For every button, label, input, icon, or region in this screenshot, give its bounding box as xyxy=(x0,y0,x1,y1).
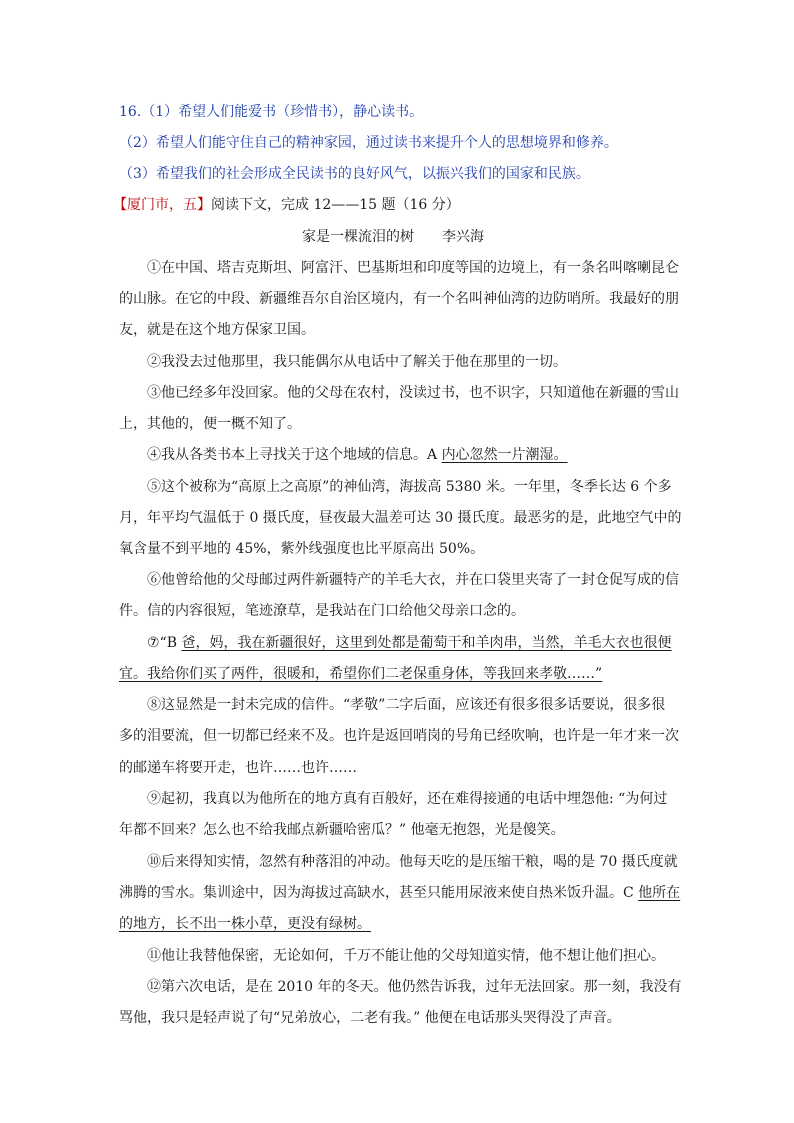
paragraph-5-line-1: ⑤这个被称为“高原上之高原”的神仙湾，海拔高 5380 米。一年里，冬季长达 6 个多 xyxy=(147,479,672,495)
paragraph-2-line-1: ②我没去过他那里，我只能偶尔从电话中了解关于他在那里的一切。 xyxy=(147,354,567,370)
question-source: 【厦门市，五】 xyxy=(113,197,211,213)
underlined-sentence-a: 内心忽然一片潮湿。 xyxy=(441,447,568,463)
answer-line-3: （3）希望我们的社会形成全民读书的良好风气，以振兴我们的国家和民族。 xyxy=(119,166,590,182)
paragraph-12-line-2: 骂他，我只是轻声说了句“兄弟放心，二老有我。” 他便在电话那头哭得没了声音。 xyxy=(119,1010,621,1026)
underlined-sentence-b-part-2: 宜。我给你们买了两件，很暖和，希望你们二老保重身体，等我回来孝敬……” xyxy=(119,666,603,682)
paragraph-4-line-1 xyxy=(147,445,568,465)
paragraph-10-line-3 xyxy=(119,914,371,934)
article-title: 家是一棵流泪的树 xyxy=(302,229,414,245)
paragraph-7-text: ⑦“B xyxy=(147,635,182,651)
paragraph-5-line-3: 氧含量不到平地的 45%，紫外线强度也比平原高出 50%。 xyxy=(119,541,485,557)
paragraph-10-line-2 xyxy=(119,883,680,903)
underlined-sentence-c-part-1: 他所在 xyxy=(638,885,681,901)
paragraph-8-line-3: 的邮递车将要开走，也许……也许…… xyxy=(119,760,357,776)
article-author: 李兴海 xyxy=(442,229,484,245)
paragraph-1-line-2: 的山脉。在它的中段、新疆维吾尔自治区境内，有一个名叫神仙湾的边防哨所。我最好的朋 xyxy=(119,291,679,307)
paragraph-12-line-1: ⑫第六次电话，是在 2010 年的冬天。他仍然告诉我，过年无法回家。那一刻，我没有 xyxy=(147,979,682,995)
underlined-sentence-c-part-2: 的地方，长不出一株小草，更没有绿树。 xyxy=(119,916,371,932)
paragraph-8-line-1: ⑧这显然是一封未完成的信件。“孝敬”二字后面，应该还有很多很多话要说，很多很 xyxy=(147,697,666,713)
paragraph-10-line-1: ⑩后来得知实情，忽然有种落泪的冲动。他每天吃的是压缩干粮，喝的是 70 摄氏度就 xyxy=(147,854,678,870)
paragraph-1-line-3: 友，就是在这个地方保家卫国。 xyxy=(119,322,315,338)
answer-line-1: 16.（1）希望人们能爱书（珍惜书），静心读书。 xyxy=(119,104,424,120)
paragraph-6-line-2: 件。信的内容很短，笔迹潦草，是我站在门口给他父母亲口念的。 xyxy=(119,603,525,619)
paragraph-9-line-2: 年都不回来？怎么也不给我邮点新疆哈密瓜？” 他毫无抱怨，光是傻笑。 xyxy=(119,822,565,838)
paragraph-3-line-1: ③他已经多年没回家。他的父母在农村，没读过书，也不识字，只知道他在新疆的雪山 xyxy=(147,385,679,401)
paragraph-6-line-1: ⑥他曾给他的父母邮过两件新疆特产的羊毛大衣，并在口袋里夹寄了一封仓促写成的信 xyxy=(147,572,679,588)
paragraph-10-text: 沸腾的雪水。集训途中，因为海拔过高缺水，甚至只能用尿液来使自热米饭升温。C xyxy=(119,885,639,901)
underlined-sentence-b-part-1: 爸，妈，我在新疆很好，这里到处都是葡萄干和羊肉串，当然，羊毛大衣也很便 xyxy=(181,635,672,651)
paragraph-1-line-1: ①在中国、塔吉克斯坦、阿富汗、巴基斯坦和印度等国的边境上，有一条名叫喀喇昆仑 xyxy=(147,260,679,276)
paragraph-7-line-2 xyxy=(119,664,602,684)
paragraph-7-line-1 xyxy=(147,633,671,653)
paragraph-11-line-1: ⑪他让我替他保密，无论如何，千万不能让他的父母知道实情，他不想让他们担心。 xyxy=(147,948,665,964)
question-header xyxy=(113,195,460,215)
paragraph-8-line-2: 多的泪要流，但一切都已经来不及。也许是返回哨岗的号角已经吹响，也许是一年才来一次 xyxy=(119,728,679,744)
article-title-line xyxy=(302,227,484,247)
paragraph-3-line-2: 上，其他的，便一概不知了。 xyxy=(119,416,301,432)
question-instruction: 阅读下文，完成 12——15 题（16 分） xyxy=(211,197,460,213)
paragraph-4-text: ④我从各类书本上寻找关于这个地域的信息。A xyxy=(147,447,442,463)
paragraph-5-line-2: 月，年平均气温低于 0 摄氏度，昼夜最大温差可达 30 摄氏度。最恶劣的是，此地空气中的 xyxy=(119,510,682,526)
paragraph-9-line-1: ⑨起初，我真以为他所在的地方真有百般好，还在难得接通的电话中埋怨他: “为何过 xyxy=(147,791,668,807)
answer-line-2: （2）希望人们能守住自己的精神家园，通过读书来提升个人的思想境界和修养。 xyxy=(119,135,618,151)
